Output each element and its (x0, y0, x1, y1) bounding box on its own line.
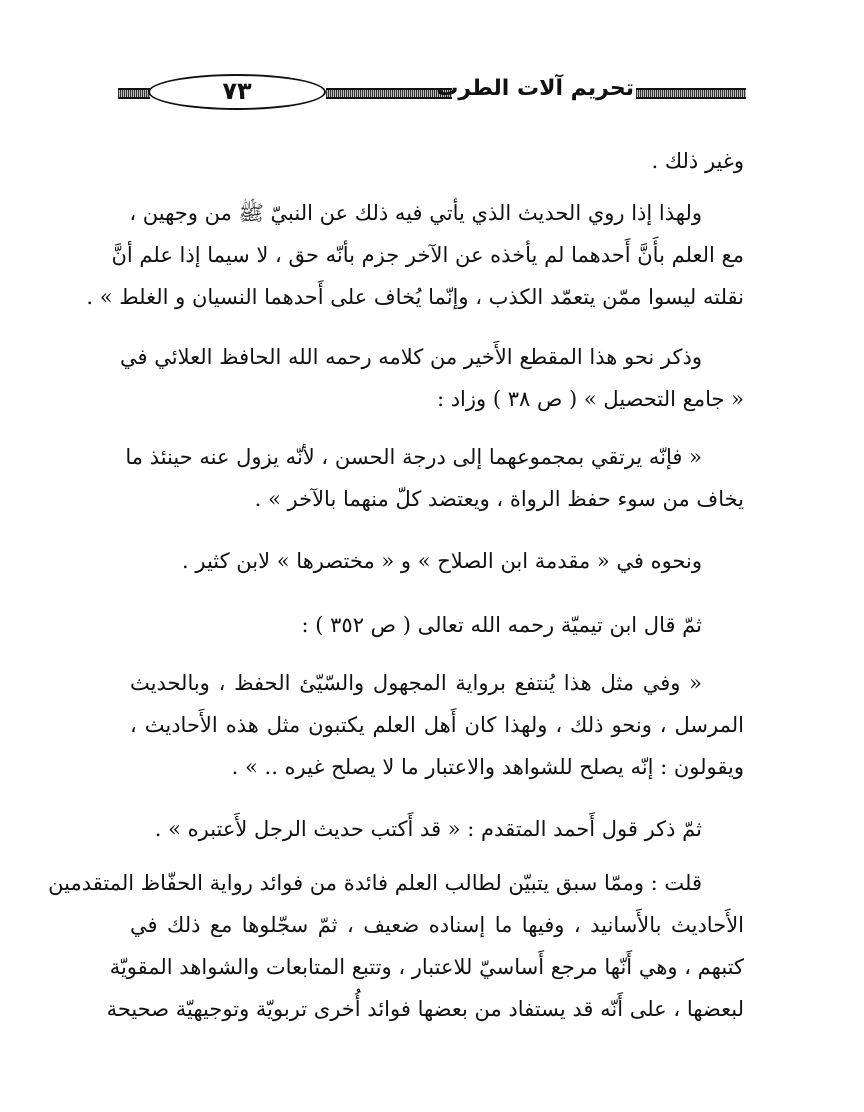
text-line: المرسل ، ونحو ذلك ، ولهذا كان أَهل العلم يكتبون مثل هذه الأَحاديث ، (130, 713, 744, 737)
paragraph-3 (120, 336, 744, 420)
header-rule-right (636, 88, 746, 99)
text-line: « وفي مثل هذا يُنتفع برواية المجهول والسّيّئ الحفظ ، وبالحديث (130, 671, 702, 695)
text-line: « فإنّه يرتقي بمجموعهما إلى درجة الحسن ، لأنّه يزول عنه حينئذ ما (125, 445, 702, 469)
text-line: الأَحاديث بالأَسانيد ، وفيها ما إسناده ضعيف ، ثمّ سجّلوها مع ذلك في (130, 913, 744, 937)
text-line: لبعضها ، على أَنّه قد يستفاد من بعضها فوائد أُخرى تربويّة وتوجيهيّة صحيحة (106, 997, 744, 1021)
text-line: كتبهم ، وهي أَنّها مرجع أَساسيّ للاعتبار ، وتتبع المتابعات والشواهد المقويّة (109, 955, 744, 979)
text-line: وغير ذلك . (651, 149, 744, 173)
text-line: « جامع التحصيل » ( ص ٣٨ ) وزاد : (436, 387, 744, 411)
text-line: وذكر نحو هذا المقطع الأَخير من كلامه رحمه الله الحافظ العلائي في (120, 345, 702, 369)
paragraph-9 (48, 862, 744, 1030)
page-header (118, 70, 746, 114)
text-line: ثمّ ذكر قول أَحمد المتقدم : « قد أَكتب حديث الرجل لأَعتبره » . (154, 817, 702, 841)
paragraph-6 (130, 604, 744, 646)
paragraph-8 (130, 808, 744, 850)
text-line: قلت : وممّا سبق يتبيّن لطالب العلم فائدة من فوائد رواية الحفّاظ المتقدمين (48, 871, 702, 895)
running-title: تحريم آلات الطرب (436, 76, 634, 101)
text-line: يخاف من سوء حفظ الرواة ، ويعتضد كلّ منهما بالآخر » . (254, 487, 744, 511)
paragraph-7 (130, 662, 744, 788)
text-line: ولهذا إذا روي الحديث الذي يأتي فيه ذلك عن النبيّ ﷺ من وجهين ، (129, 201, 702, 225)
text-line: ونحوه في « مقدمة ابن الصلاح » و « مختصرها » لابن كثير . (182, 549, 702, 573)
text-line: ويقولون : إنّه يصلح للشواهد والاعتبار ما لا يصلح غيره .. » . (231, 755, 744, 779)
header-rule-left (118, 88, 150, 99)
text-line: ثمّ قال ابن تيميّة رحمه الله تعالى ( ص ٣٥٢ ) : (301, 613, 702, 637)
paragraph-4 (125, 436, 744, 520)
paragraph-1 (130, 140, 744, 182)
paragraph-5 (130, 540, 744, 582)
paragraph-2 (86, 192, 744, 318)
header-rule-middle (326, 88, 452, 99)
text-line: نقلته ليسوا ممّن يتعمّد الكذب ، وإنّما يُخاف على أَحدهما النسيان و الغلط » . (86, 285, 744, 309)
page-number: ٧٣ (148, 74, 326, 110)
text-line: مع العلم بأَنَّ أَحدهما لم يأخذه عن الآخر جزم بأنّه حق ، لا سيما إذا علم أنَّ (111, 243, 744, 267)
